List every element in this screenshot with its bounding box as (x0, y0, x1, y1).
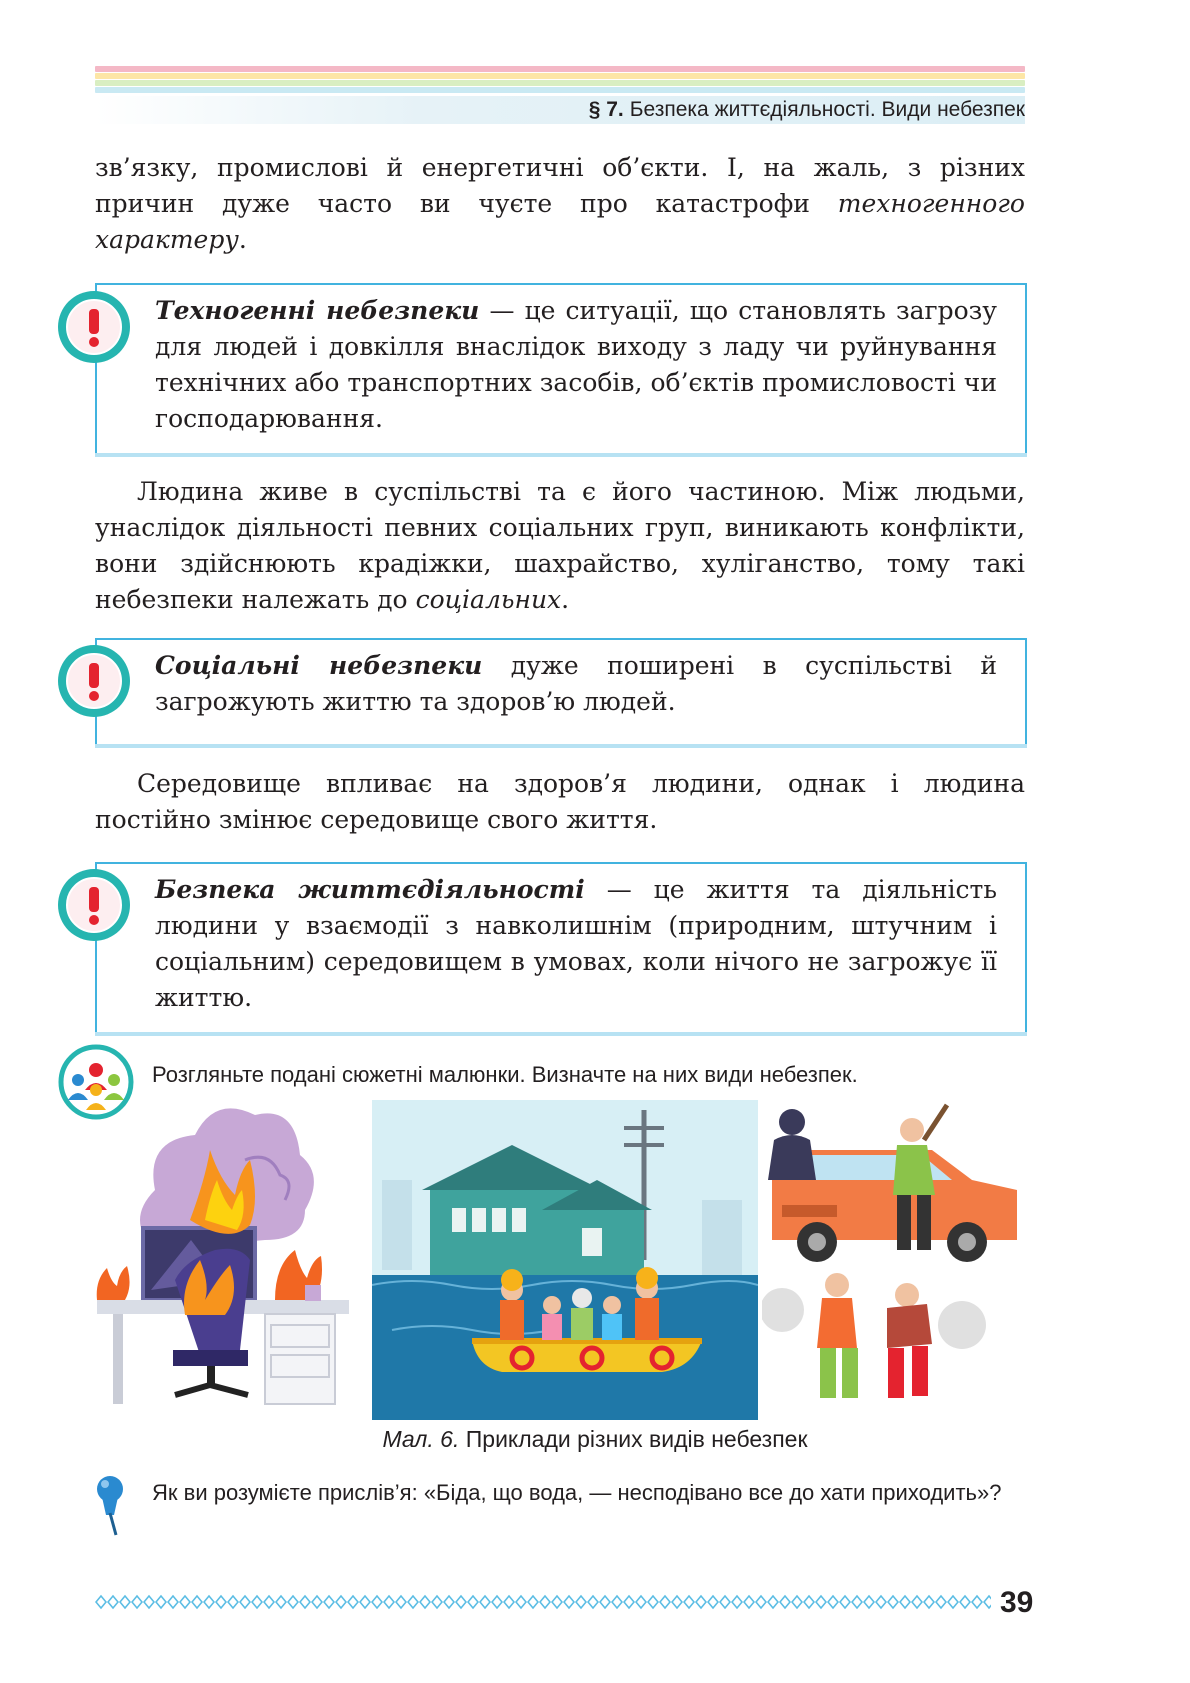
definition-text: Соціальні небезпеки дуже поширені в суспільстві й загрожують життю та здоров’ю людей. (155, 651, 997, 716)
paragraph-number: § 7. (588, 98, 624, 121)
definition-box-life-safety (95, 862, 1027, 1034)
body-paragraph-1: зв’язку, промислові й енергетичні об’єкти. І, на жаль, з різних причин дуже часто ви чуєте про катастрофи техногенного характеру. (95, 153, 1025, 254)
question-text: Як ви розумієте прислів’я: «Біда, що вода, — несподівано все до хати приходить»? (152, 1480, 1002, 1505)
footer-ornament (95, 1593, 995, 1611)
office-fire-illustration (95, 1100, 365, 1410)
figure-caption: Мал. 6. Приклади різних видів небезпек (382, 1426, 808, 1452)
definition-text: Техногенні небезпеки — це ситуації, що становлять загрозу для людей і довкілля внаслідок виходу з ладу чи руйнування технічних або транспортних засобів, об’єктів промисловості чи господарювання. (155, 296, 997, 433)
street-crime-illustration (762, 1100, 1030, 1410)
chapter-title: Безпека життєдіяльності. Види небезпек (629, 98, 1025, 121)
body-paragraph-2: Людина живе в суспільстві та є його частиною. Між людьми, унаслідок діяльності певних соціальних груп, виникають конфлікти, вони здійснюють крадіжки, шахрайство, хуліганство, тому такі небезпеки належать до соціальних. (95, 477, 1025, 614)
definition-box-social (95, 638, 1027, 746)
page-number: 39 (1000, 1586, 1034, 1619)
pushpin-icon (86, 1473, 136, 1539)
body-paragraph-3: Середовище впливає на здоров’я людини, однак і людина постійно змінює середовище свого життя. (95, 769, 1025, 834)
warning-icon (58, 291, 130, 363)
definition-text: Безпека життєдіяльності — це життя та діяльність людини у взаємодії з навколишнім (природним, штучним і соціальним) середовищем в умовах, коли нічого не загрожує її життю. (155, 875, 997, 1012)
definition-box-technogenic (95, 283, 1027, 455)
task-text: Розгляньте подані сюжетні малюнки. Визначте на них види небезпек. (152, 1062, 858, 1087)
warning-icon (58, 869, 130, 941)
running-header (95, 96, 1025, 124)
warning-icon (58, 645, 130, 717)
header-stripes (95, 66, 1025, 92)
flood-rescue-illustration (372, 1100, 758, 1420)
